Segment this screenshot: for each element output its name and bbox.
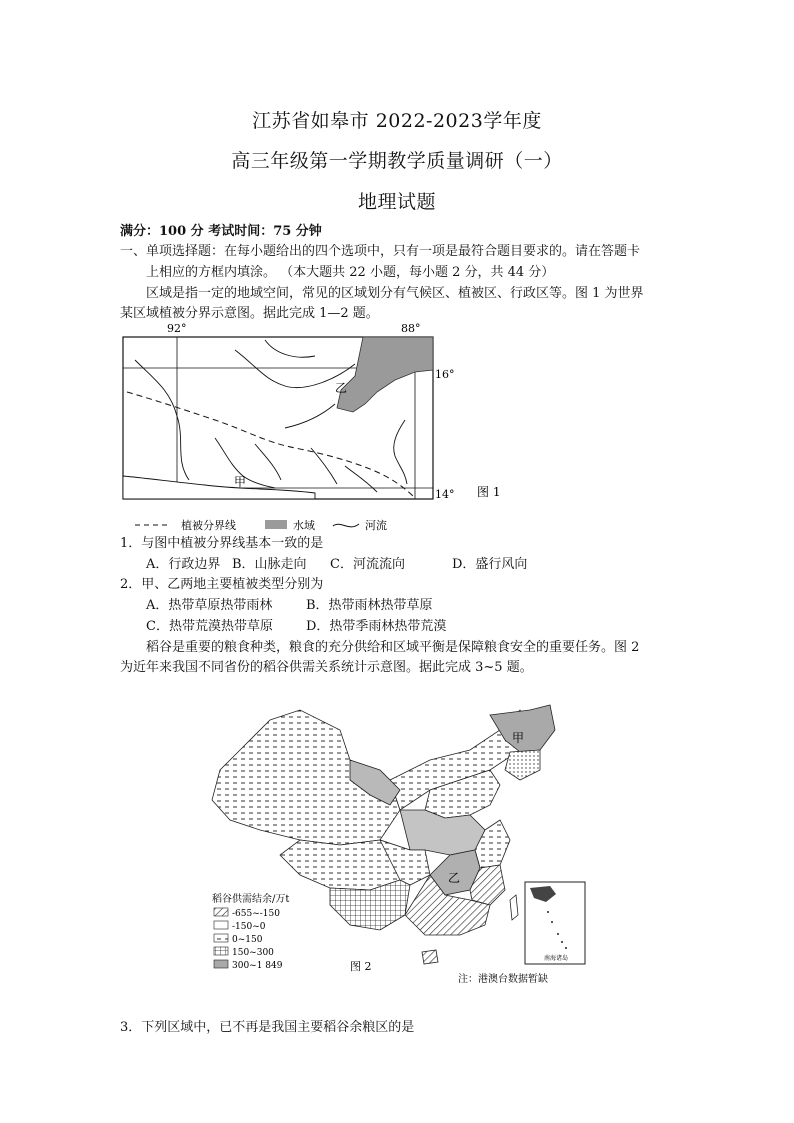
q1-option-c: C．河流流向 <box>330 557 405 572</box>
q1-option-d: D．盛行风向 <box>452 557 528 572</box>
figure2-note: 注：港澳台数据暂缺 <box>458 974 548 985</box>
map-label-yi: 乙 <box>448 871 461 885</box>
figure2-caption: 图 2 <box>350 960 372 973</box>
legend2-swatch <box>214 908 228 916</box>
q1-option-b: B．山脉走向 <box>232 557 307 572</box>
label-jia: 甲 <box>234 475 247 489</box>
q2-option-c: C．热带荒漠热带草原 <box>146 619 273 634</box>
section1-line1: 一、单项选择题：在每小题给出的四个选项中，只有一项是最符合题目要求的。请在答题卡 <box>120 244 641 259</box>
inset-label: 南海诸岛 <box>543 955 569 962</box>
legend2-swatch <box>214 921 228 929</box>
intro1-line1: 区域是指一定的地域空间，常见的区域划分有气候区、植被区、行政区等。图 1 为世界 <box>146 286 644 301</box>
figure1-map <box>115 320 515 535</box>
legend2-item: -655~-150 <box>232 909 280 919</box>
legend-water-symbol <box>265 520 287 529</box>
q3-stem: 3．下列区域中，已不再是我国主要稻谷余粮区的是 <box>120 1020 415 1035</box>
legend-river-symbol <box>333 524 359 527</box>
q1-option-a: A．行政边界 <box>146 557 221 572</box>
legend2-title: 稻谷供需结余/万t <box>212 894 290 905</box>
legend2-item: -150~0 <box>232 922 266 932</box>
figure1-caption: 图 1 <box>477 485 501 499</box>
doc-title-line3: 地理试题 <box>357 191 436 213</box>
legend2-swatch <box>214 947 228 955</box>
legend2-swatch <box>214 960 228 968</box>
legend-water: 水域 <box>293 519 315 532</box>
doc-title-line2: 高三年级第一学期教学质量调研（一） <box>231 150 563 172</box>
q2-option-d: D．热带季雨林热带荒漠 <box>306 619 447 634</box>
intro1-line2: 某区域植被分界示意图。据此完成 1—2 题。 <box>120 306 379 321</box>
legend-river: 河流 <box>365 519 387 532</box>
lat-label-top: 16° <box>435 368 455 381</box>
intro2-line2: 为近年来我国不同省份的稻谷供需关系统计示意图。据此完成 3~5 题。 <box>120 660 533 675</box>
intro2-line1: 稻谷是重要的粮食种类，粮食的充分供给和区域平衡是保障粮食安全的重要任务。图 2 <box>146 640 640 655</box>
lon-label-right: 88° <box>401 322 421 335</box>
figure2-map <box>200 690 610 990</box>
legend2-item: 300~1 849 <box>232 961 283 971</box>
label-yi: 乙 <box>335 381 348 395</box>
lat-label-bottom: 14° <box>435 488 455 501</box>
lon-label-left: 92° <box>167 322 187 335</box>
legend2-item: 0~150 <box>232 935 263 945</box>
legend-boundary: 植被分界线 <box>181 519 236 532</box>
q1-stem: 1．与图中植被分界线基本一致的是 <box>120 536 324 551</box>
doc-title-line1: 江苏省如皋市 2022-2023学年度 <box>252 110 542 132</box>
q2-stem: 2．甲、乙两地主要植被类型分别为 <box>120 577 324 592</box>
q2-option-b: B．热带雨林热带草原 <box>306 598 433 613</box>
section1-line2: 上相应的方框内填涂。 （本大题共 22 小题，每小题 2 分，共 44 分） <box>146 265 555 280</box>
legend2-item: 150~300 <box>232 948 274 958</box>
map-label-jia: 甲 <box>512 731 525 745</box>
legend2-swatch <box>214 934 228 942</box>
exam-info: 满分：100 分 考试时间：75 分钟 <box>120 224 322 239</box>
q2-option-a: A．热带草原热带雨林 <box>146 598 273 613</box>
